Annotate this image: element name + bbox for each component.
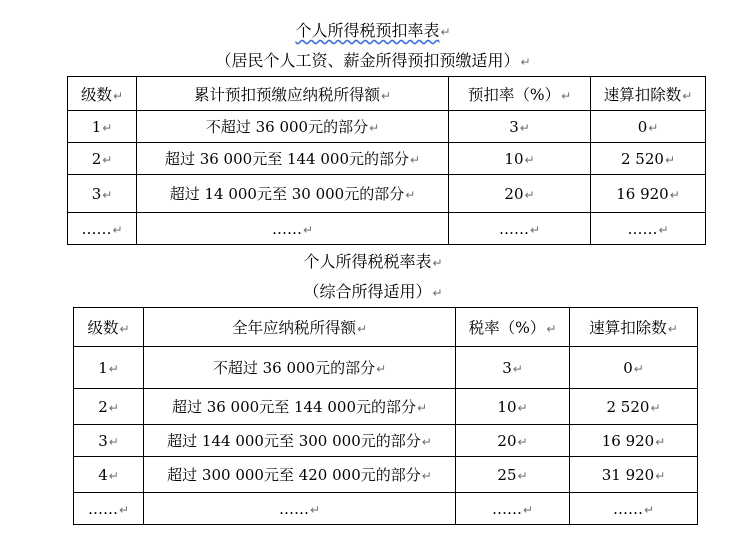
table1-subtitle: （居民个人工资、薪金所得预扣预缴适用）↵: [215, 51, 531, 70]
table-cell: 10↵: [456, 389, 570, 425]
withholding-rate-table: [67, 76, 706, 245]
table-cell: 2 520↵: [570, 389, 698, 425]
table-row: [74, 457, 698, 493]
table-cell: 10↵: [449, 143, 591, 175]
table-cell: 超过 300 000元至 420 000元的部分↵: [144, 457, 456, 493]
table-cell: 25↵: [456, 457, 570, 493]
comprehensive-income-tax-table: [73, 307, 698, 525]
table-row: [68, 111, 706, 143]
table-cell: 超过 36 000元至 144 000元的部分↵: [144, 389, 456, 425]
table-cell: 31 920↵: [570, 457, 698, 493]
table-cell: 0↵: [591, 111, 706, 143]
table-cell: 超过 36 000元至 144 000元的部分↵: [137, 143, 449, 175]
table-cell: 超过 14 000元至 30 000元的部分↵: [137, 175, 449, 213]
table-cell: 2↵: [74, 389, 144, 425]
table-row: [68, 175, 706, 213]
table-row: [74, 389, 698, 425]
table-cell: 4↵: [74, 457, 144, 493]
table2-subtitle: （综合所得适用）↵: [303, 282, 443, 301]
header-cell: 税率（%）↵: [456, 308, 570, 347]
table-row: [74, 425, 698, 457]
table2-title: 个人所得税税率表↵: [303, 252, 443, 271]
table-cell: 2 520↵: [591, 143, 706, 175]
table-cell: 20↵: [449, 175, 591, 213]
table-cell: 3↵: [68, 175, 137, 213]
table-cell: 2↵: [68, 143, 137, 175]
table-row: [74, 493, 698, 525]
table-row: [68, 143, 706, 175]
table-cell: 3↵: [449, 111, 591, 143]
table-cell: ……↵: [456, 493, 570, 525]
table-cell: ……↵: [591, 213, 706, 245]
header-cell: 速算扣除数↵: [591, 77, 706, 111]
table-cell: ……↵: [570, 493, 698, 525]
table-cell: ……↵: [68, 213, 137, 245]
table-cell: ……↵: [74, 493, 144, 525]
header-cell: 累计预扣预缴应纳税所得额↵: [137, 77, 449, 111]
header-cell: 级数↵: [68, 77, 137, 111]
header-cell: 预扣率（%）↵: [449, 77, 591, 111]
header-cell: 速算扣除数↵: [570, 308, 698, 347]
table-cell: 1↵: [74, 347, 144, 389]
table-row: [68, 213, 706, 245]
table-cell: 3↵: [74, 425, 144, 457]
table-cell: 超过 144 000元至 300 000元的部分↵: [144, 425, 456, 457]
table-cell: 1↵: [68, 111, 137, 143]
header-cell: 全年应纳税所得额↵: [144, 308, 456, 347]
table-cell: 16 920↵: [570, 425, 698, 457]
table-cell: 3↵: [456, 347, 570, 389]
table-cell: 不超过 36 000元的部分↵: [144, 347, 456, 389]
table-cell: ……↵: [144, 493, 456, 525]
table-cell: 不超过 36 000元的部分↵: [137, 111, 449, 143]
table-header-row: [68, 77, 706, 111]
table-cell: 20↵: [456, 425, 570, 457]
table-cell: ……↵: [449, 213, 591, 245]
table-cell: ……↵: [137, 213, 449, 245]
table-header-row: [74, 308, 698, 347]
header-cell: 级数↵: [74, 308, 144, 347]
table-cell: 0↵: [570, 347, 698, 389]
table1-title: 个人所得税预扣率表↵: [295, 21, 451, 40]
table-row: [74, 347, 698, 389]
table-cell: 16 920↵: [591, 175, 706, 213]
